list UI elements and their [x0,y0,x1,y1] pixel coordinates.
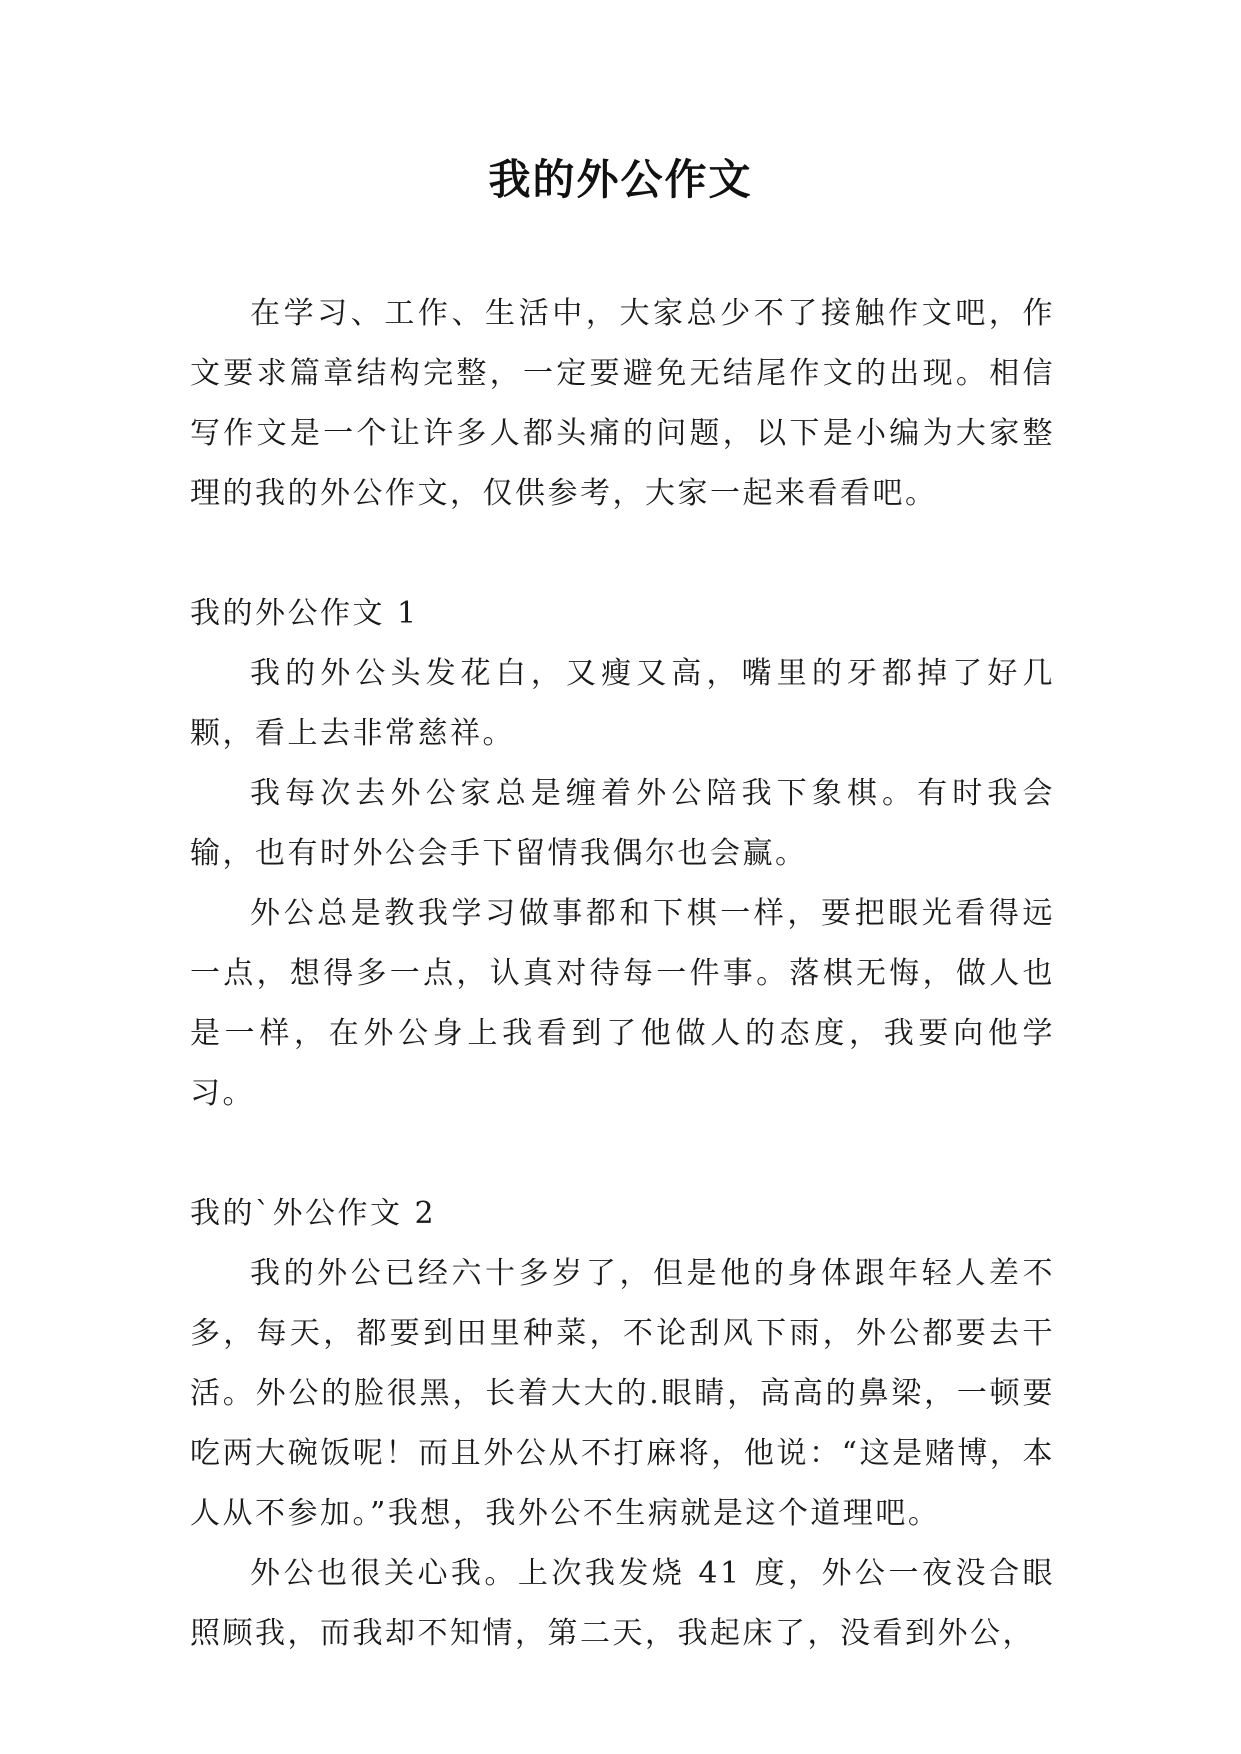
section-1-paragraph-3: 外公总是教我学习做事都和下棋一样，要把眼光看得远一点，想得多一点，认真对待每一件事。落棋无悔，做人也是一样，在外公身上我看到了他做人的态度，我要向他学习。 [190,896,1055,1111]
section-heading-1: 我的外公作文 1 [190,596,419,631]
intro-paragraph: 在学习、工作、生活中，大家总少不了接触作文吧，作文要求篇章结构完整，一定要避免无结尾作文的出现。相信写作文是一个让许多人都头痛的问题，以下是小编为大家整理的我的外公作文，仅供参考，大家一起来看看吧。 [190,296,1055,511]
section-heading-2: 我的`外公作文 2 [190,1196,437,1231]
document-title: 我的外公作文 [488,155,753,204]
section-1-paragraph-1: 我的外公头发花白，又瘦又高，嘴里的牙都掉了好几颗，看上去非常慈祥。 [190,656,1055,751]
section-spacer [190,1124,1055,1184]
section-2-paragraph-1: 我的外公已经六十多岁了，但是他的身体跟年轻人差不多，每天，都要到田里种菜，不论刮风下雨，外公都要去干活。外公的脸很黑，长着大大的.眼睛，高高的鼻梁，一顿要吃两大碗饭呢！而且外公从不打麻将，他说：“这是赌博，本人从不参加。”我想，我外公不生病就是这个道理吧。 [190,1256,1055,1531]
section-2-paragraph-2: 外公也很关心我。上次我发烧 41 度，外公一夜没合眼照顾我，而我却不知情，第二天，我起床了，没看到外公， [190,1556,1055,1651]
document-body [190,284,1055,1664]
section-spacer [190,524,1055,584]
section-1-paragraph-2: 我每次去外公家总是缠着外公陪我下象棋。有时我会输，也有时外公会手下留情我偶尔也会赢。 [190,776,1055,871]
